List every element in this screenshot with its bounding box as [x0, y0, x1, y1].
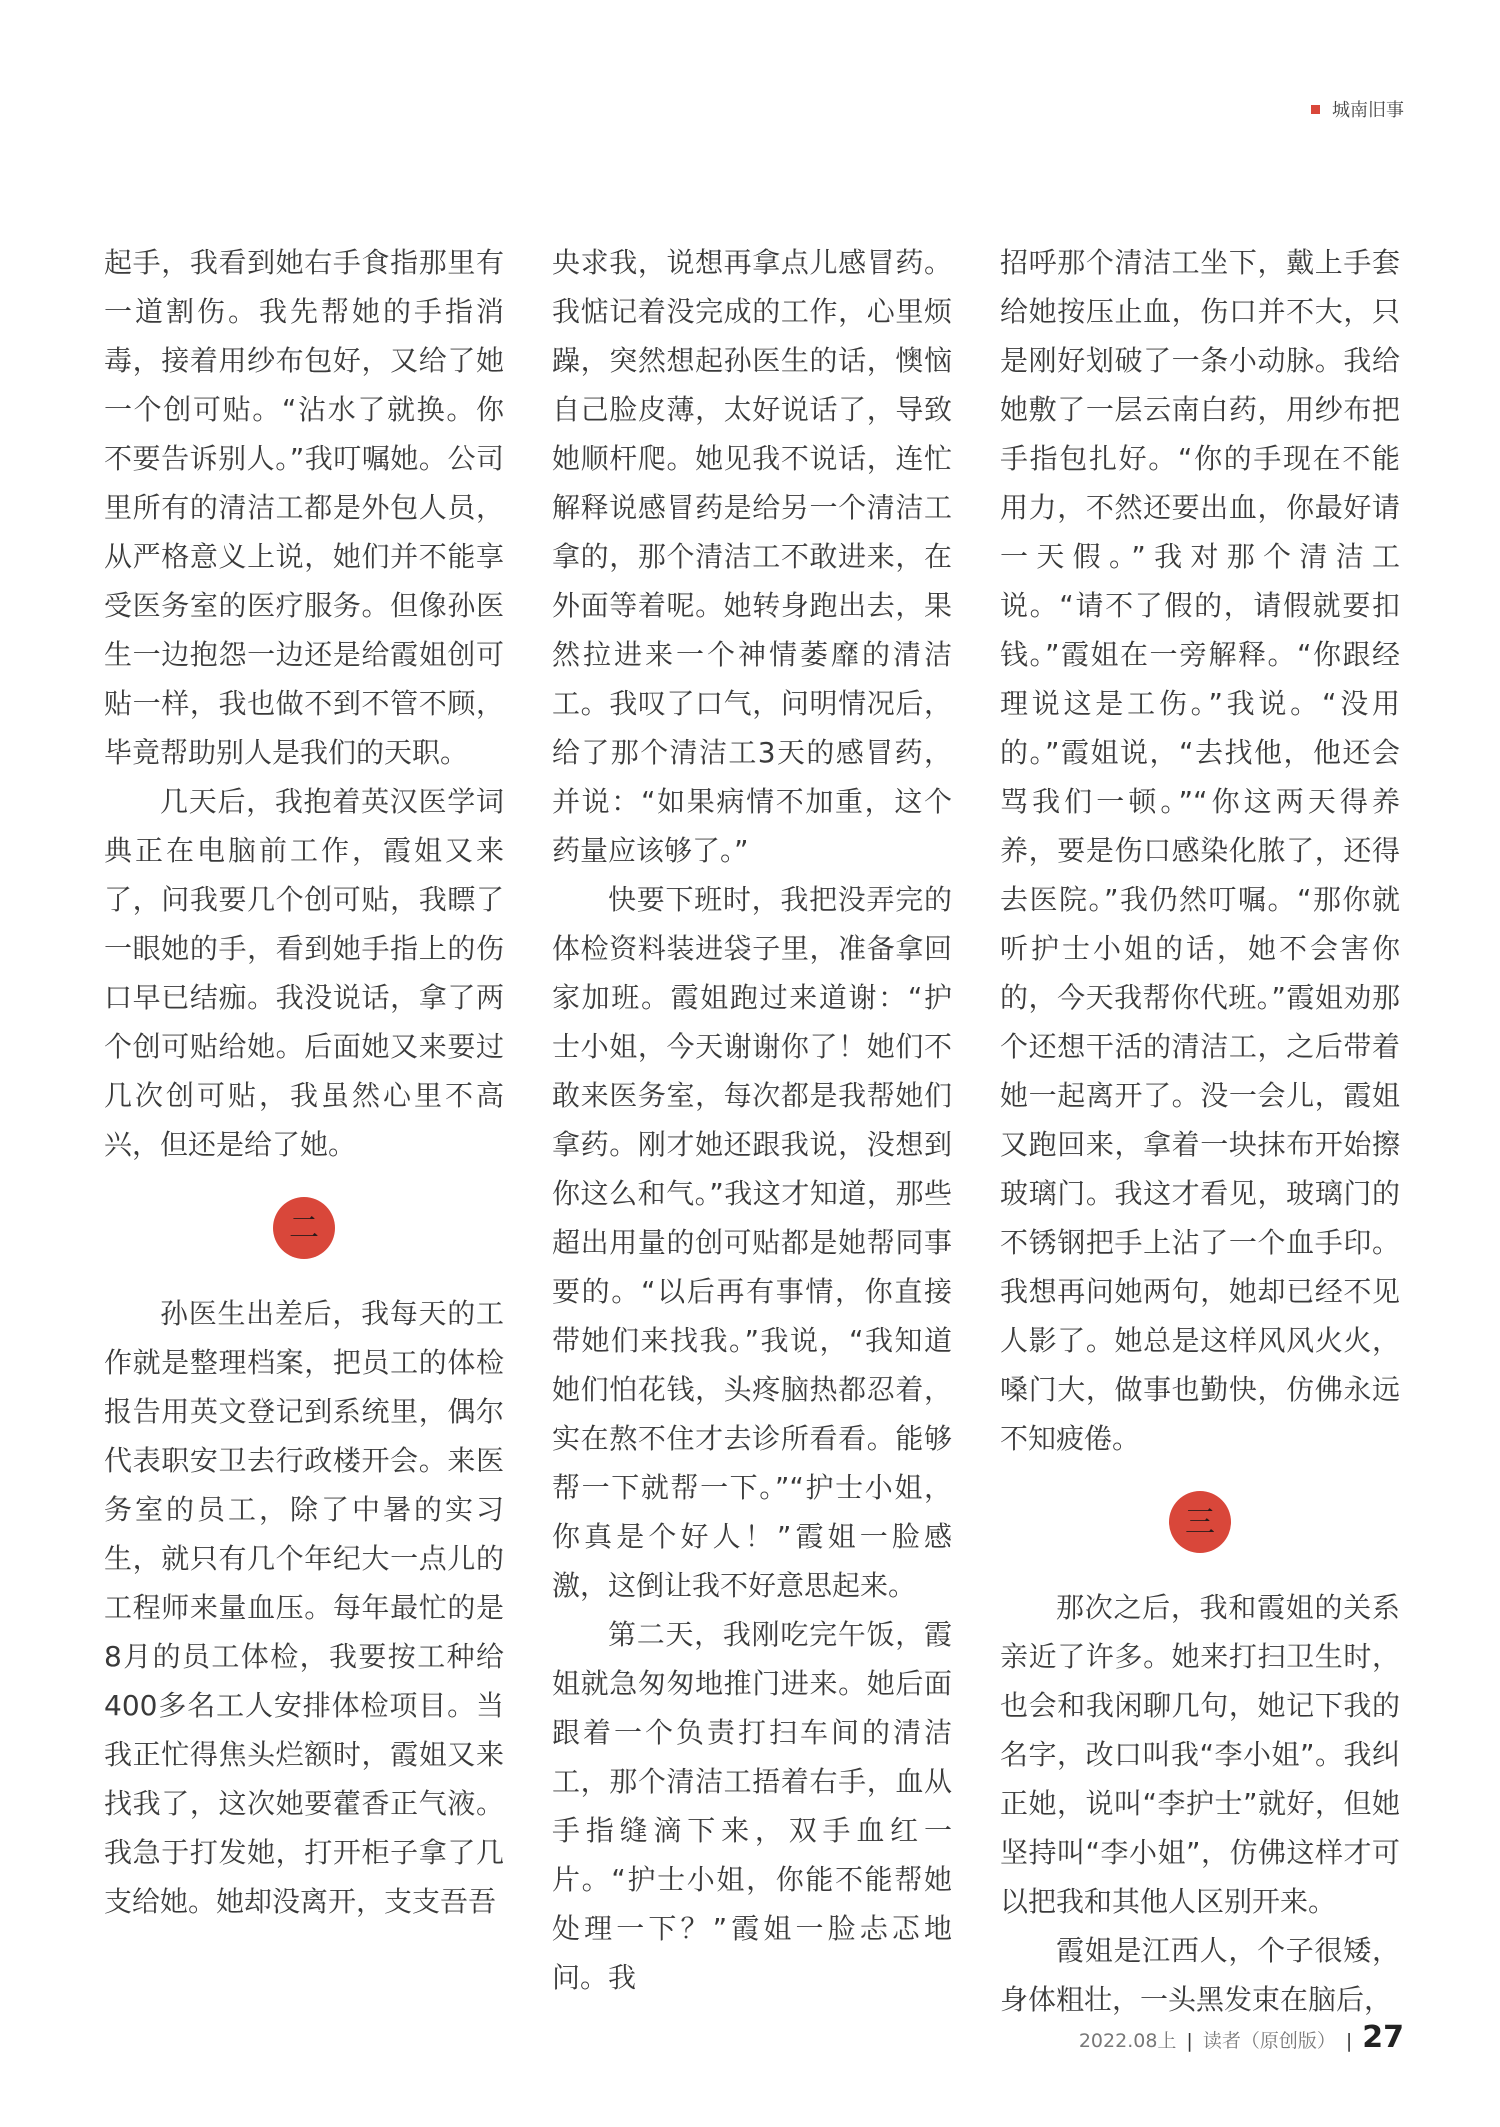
issue-date: 2022.08上	[1078, 2030, 1177, 2052]
paragraph: 起手，我看到她右手食指那里有一道割伤。我先帮她的手指消毒，接着用纱布包好，又给了她一个创可贴。“沾水了就换。你不要告诉别人。”我叮嘱她。公司里所有的清洁工都是外包人员，从严格意义上说，她们并不能享受医务室的医疗服务。但像孙医生一边抱怨一边还是给霞姐创可贴一样，我也做不到不管不顾，毕竟帮助别人是我们的天职。	[104, 246, 504, 769]
paragraph: 第二天，我刚吃完午饭，霞姐就急匆匆地推门进来。她后面跟着一个负责打扫车间的清洁工，那个清洁工捂着右手，血从手指缝滴下来，双手血红一片。“护士小姐，你能不能帮她处理一下？”霞姐一脸忐忑地问。我	[552, 1618, 952, 1994]
footer-separator: |	[1186, 2030, 1193, 2052]
paragraph: 几天后，我抱着英汉医学词典正在电脑前工作，霞姐又来了，问我要几个创可贴，我瞟了一眼她的手，看到她手指上的伤口早已结痂。我没说话，拿了两个创可贴给她。后面她又来要过几次创可贴，我虽然心里不高兴，但还是给了她。	[104, 785, 504, 1161]
paragraph: 招呼那个清洁工坐下，戴上手套给她按压止血，伤口并不大，只是刚好划破了一条小动脉。我给她敷了一层云南白药，用纱布把手指包扎好。“你的手现在不能用力，不然还要出血，你最好请一天假。”我对那个清洁工说。“请不了假的，请假就要扣钱。”霞姐在一旁解释。“你跟经理说这是工伤。”我说。“没用的。”霞姐说，“去找他，他还会骂我们一顿。”“你这两天得养养，要是伤口感染化脓了，还得去医院。”我仍然叮嘱。“那你就听护士小姐的话，她不会害你的，今天我帮你代班。”霞姐劝那个还想干活的清洁工，之后带着她一起离开了。没一会儿，霞姐又跑回来，拿着一块抹布开始擦玻璃门。我这才看见，玻璃门的不锈钢把手上沾了一个血手印。我想再问她两句，她却已经不见人影了。她总是这样风风火火，嗓门大，做事也勤快，仿佛永远不知疲倦。	[1000, 246, 1400, 1455]
magazine-name: 读者（原创版）	[1202, 2030, 1336, 2052]
text-column-2	[552, 238, 952, 2002]
paragraph: 孙医生出差后，我每天的工作就是整理档案，把员工的体检报告用英文登记到系统里，偶尔代表职安卫去行政楼开会。来医务室的员工，除了中暑的实习生，就只有几个年纪大一点儿的工程师来量血压。每年最忙的是8月的员工体检，我要按工种给400多名工人安排体检项目。当我正忙得焦头烂额时，霞姐又来找我了，这次她要藿香正气液。我急于打发她，打开柜子拿了几支给她。她却没离开，支支吾吾	[104, 1297, 504, 1918]
paragraph: 快要下班时，我把没弄完的体检资料装进袋子里，准备拿回家加班。霞姐跑过来道谢：“护士小姐，今天谢谢你了！她们不敢来医务室，每次都是我帮她们拿药。刚才她还跟我说，没想到你这么和气。”我这才知道，那些超出用量的创可贴都是她帮同事要的。“以后再有事情，你直接带她们来找我。”我说，“我知道她们怕花钱，头疼脑热都忍着，实在熬不住才去诊所看看。能够帮一下就帮一下。”“护士小姐，你真是个好人！”霞姐一脸感激，这倒让我不好意思起来。	[552, 883, 952, 1602]
section-header	[1311, 96, 1404, 122]
paragraph: 央求我，说想再拿点儿感冒药。我惦记着没完成的工作，心里烦躁，突然想起孙医生的话，懊恼自己脸皮薄，太好说话了，导致她顺杆爬。她见我不说话，连忙解释说感冒药是给另一个清洁工拿的，那个清洁工不敢进来，在外面等着呢。她转身跑出去，果然拉进来一个神情萎靡的清洁工。我叹了口气，问明情况后，给了那个清洁工3天的感冒药，并说：“如果病情不加重，这个药量应该够了。”	[552, 246, 952, 867]
section-title: 城南旧事	[1332, 100, 1404, 121]
section-number-badge: 三	[1169, 1491, 1231, 1553]
text-column-1	[104, 238, 504, 1926]
page-footer	[1079, 2020, 1404, 2055]
section-number-badge: 二	[273, 1197, 335, 1259]
page-number: 27	[1362, 2020, 1404, 2055]
paragraph: 那次之后，我和霞姐的关系亲近了许多。她来打扫卫生时，也会和我闲聊几句，她记下我的名字，改口叫我“李小姐”。我纠正她，说叫“李护士”就好，但她坚持叫“李小姐”，仿佛这样才可以把我和其他人区别开来。	[1000, 1591, 1400, 1918]
footer-separator: |	[1345, 2030, 1353, 2052]
paragraph: 霞姐是江西人，个子很矮，身体粗壮，一头黑发束在脑后，	[1000, 1934, 1400, 2016]
section-marker-square	[1311, 105, 1320, 114]
text-column-3	[1000, 238, 1400, 2024]
